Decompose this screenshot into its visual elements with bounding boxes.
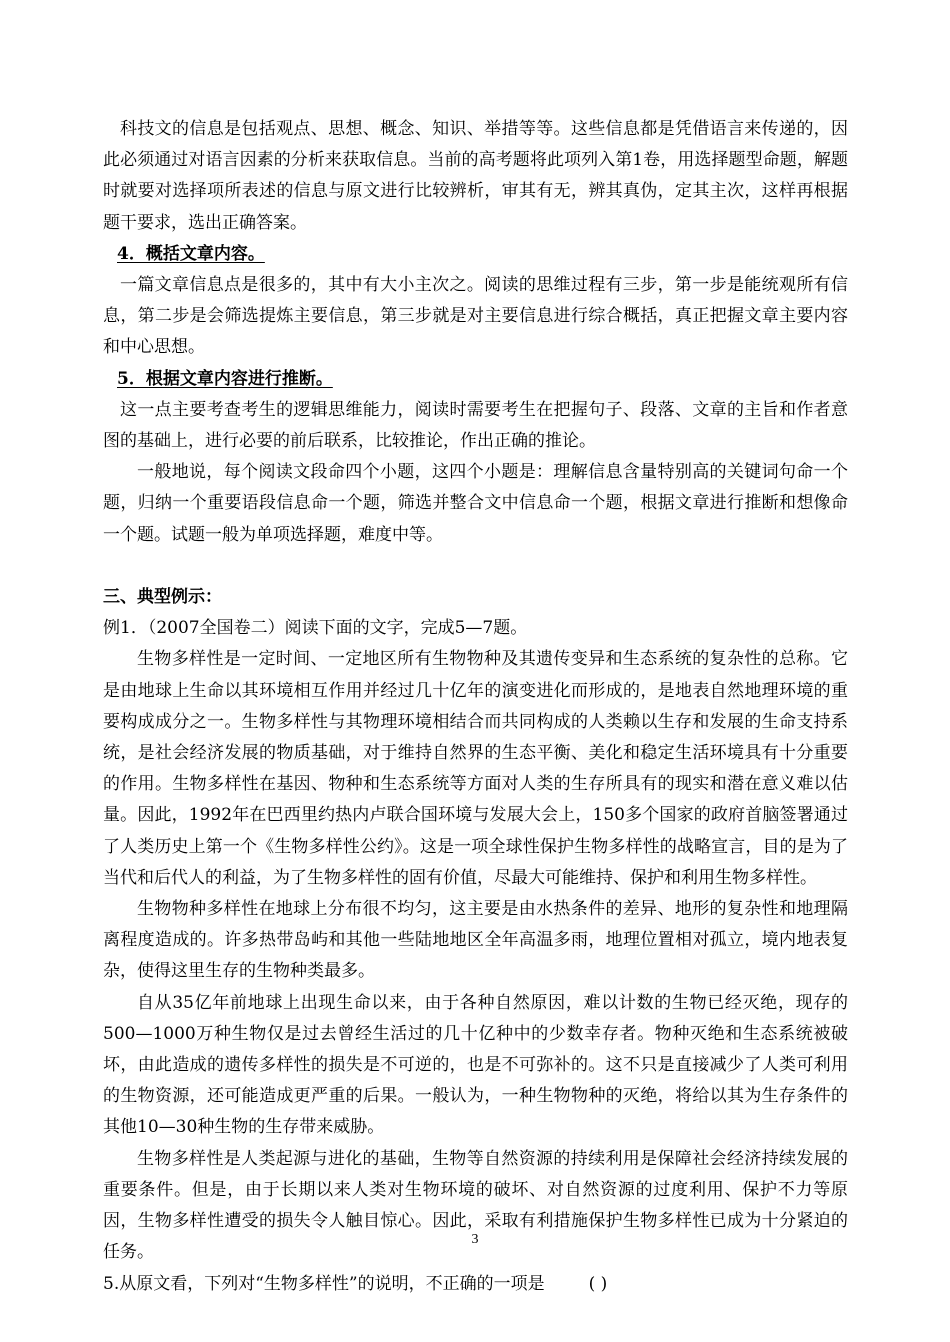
page-number: 3 bbox=[471, 1232, 479, 1247]
blank-line bbox=[103, 551, 848, 582]
section-heading-examples: 三、典型例示： bbox=[103, 587, 222, 608]
question-5 bbox=[103, 1269, 848, 1300]
article-paragraph-2: 生物物种多样性在地球上分布很不均匀，这主要是由水热条件的差异、地形的复杂性和地理隔离程度造成的。许多热带岛屿和其他一些陆地地区全年高温多雨，地理位置相对孤立，境内地表复杂，使得这里生存的生物种类最多。 bbox=[103, 899, 848, 982]
document-page bbox=[103, 114, 848, 1300]
paragraph-info-intro: 科技文的信息是包括观点、思想、概念、知识、举措等等。这些信息都是凭借语言来传递的，因此必须通过对语言因素的分析来获取信息。当前的高考题将此项列入第1卷，用选择题型命题，解题时就要对选择项所表述的信息与原文进行比较辨析，审其有无，辨其真伪，定其主次，这样再根据题干要求，选出正确答案。 bbox=[103, 119, 848, 233]
heading-summarize-content: 4．概括文章内容。 bbox=[117, 243, 265, 264]
paragraph-summarize: 一篇文章信息点是很多的，其中有大小主次之。阅读的思维过程有三步，第一步是能统观所有信息，第二步是会筛选提炼主要信息，第三步就是对主要信息进行综合概括，真正把握文章主要内容和中心思想。 bbox=[103, 275, 848, 358]
heading-infer-content: 5．根据文章内容进行推断。 bbox=[117, 368, 333, 389]
article-paragraph-4: 生物多样性是人类起源与进化的基础，生物等自然资源的持续利用是保障社会经济持续发展的重要条件。但是，由于长期以来人类对生物环境的破坏、对自然资源的过度利用、保护不力等原因，生物多样性遭受的损失令人触目惊心。因此，采取有利措施保护生物多样性已成为十分紧迫的任务。 bbox=[103, 1148, 848, 1263]
paragraph-question-types: 一般地说，每个阅读文段命四个小题，这四个小题是：理解信息含量特别高的关键词句命一个题，归纳一个重要语段信息命一个题，筛选并整合文中信息命一个题，根据文章进行推断和想像命一个题。试题一般为单项选择题，难度中等。 bbox=[103, 462, 848, 545]
article-paragraph-1: 生物多样性是一定时间、一定地区所有生物物种及其遗传变异和生态系统的复杂性的总称。它是由地球上生命以其环境相互作用并经过几十亿年的演变进化而形成的，是地表自然地理环境的重要构成成分之一。生物多样性与其物理环境相结合而共同构成的人类赖以生存和发展的生命支持系统，是社会经济发展的物质基础，对于维持自然界的生态平衡、美化和稳定生活环境具有十分重要的作用。生物多样性在基因、物种和生态系统等方面对人类的生存所具有的现实和潜在意义难以估量。因此，1992年在巴西里约热内卢联合国环境与发展大会上，150多个国家的政府首脑签署通过了人类历史上第一个《生物多样性公约》。这是一项全球性保护生物多样性的战略宣言，目的是为了当代和后代人的利益，为了生物多样性的固有价值，尽最大可能维持、保护和利用生物多样性。 bbox=[103, 649, 848, 888]
answer-blank: ( ) bbox=[588, 1273, 608, 1294]
example-intro: 例1．（2007全国卷二）阅读下面的文字，完成5—7题。 bbox=[103, 618, 528, 639]
question-5-text: 5.从原文看，下列对“生物多样性”的说明，不正确的一项是 bbox=[103, 1273, 545, 1294]
article-paragraph-3: 自从35亿年前地球上出现生命以来，由于各种自然原因，难以计数的生物已经灭绝，现存的500—1000万种生物仅是过去曾经生活过的几十亿种中的少数幸存者。物种灭绝和生态系统被破坏，由此造成的遗传多样性的损失是不可逆的，也是不可弥补的。这不只是直接减少了人类可利用的生物资源，还可能造成更严重的后果。一般认为，一种生物物种的灭绝，将给以其为生存条件的其他10—30种生物的生存带来威胁。 bbox=[103, 992, 848, 1138]
paragraph-infer: 这一点主要考查考生的逻辑思维能力，阅读时需要考生在把握句子、段落、文章的主旨和作者意图的基础上，进行必要的前后联系，比较推论，作出正确的推论。 bbox=[103, 399, 848, 452]
